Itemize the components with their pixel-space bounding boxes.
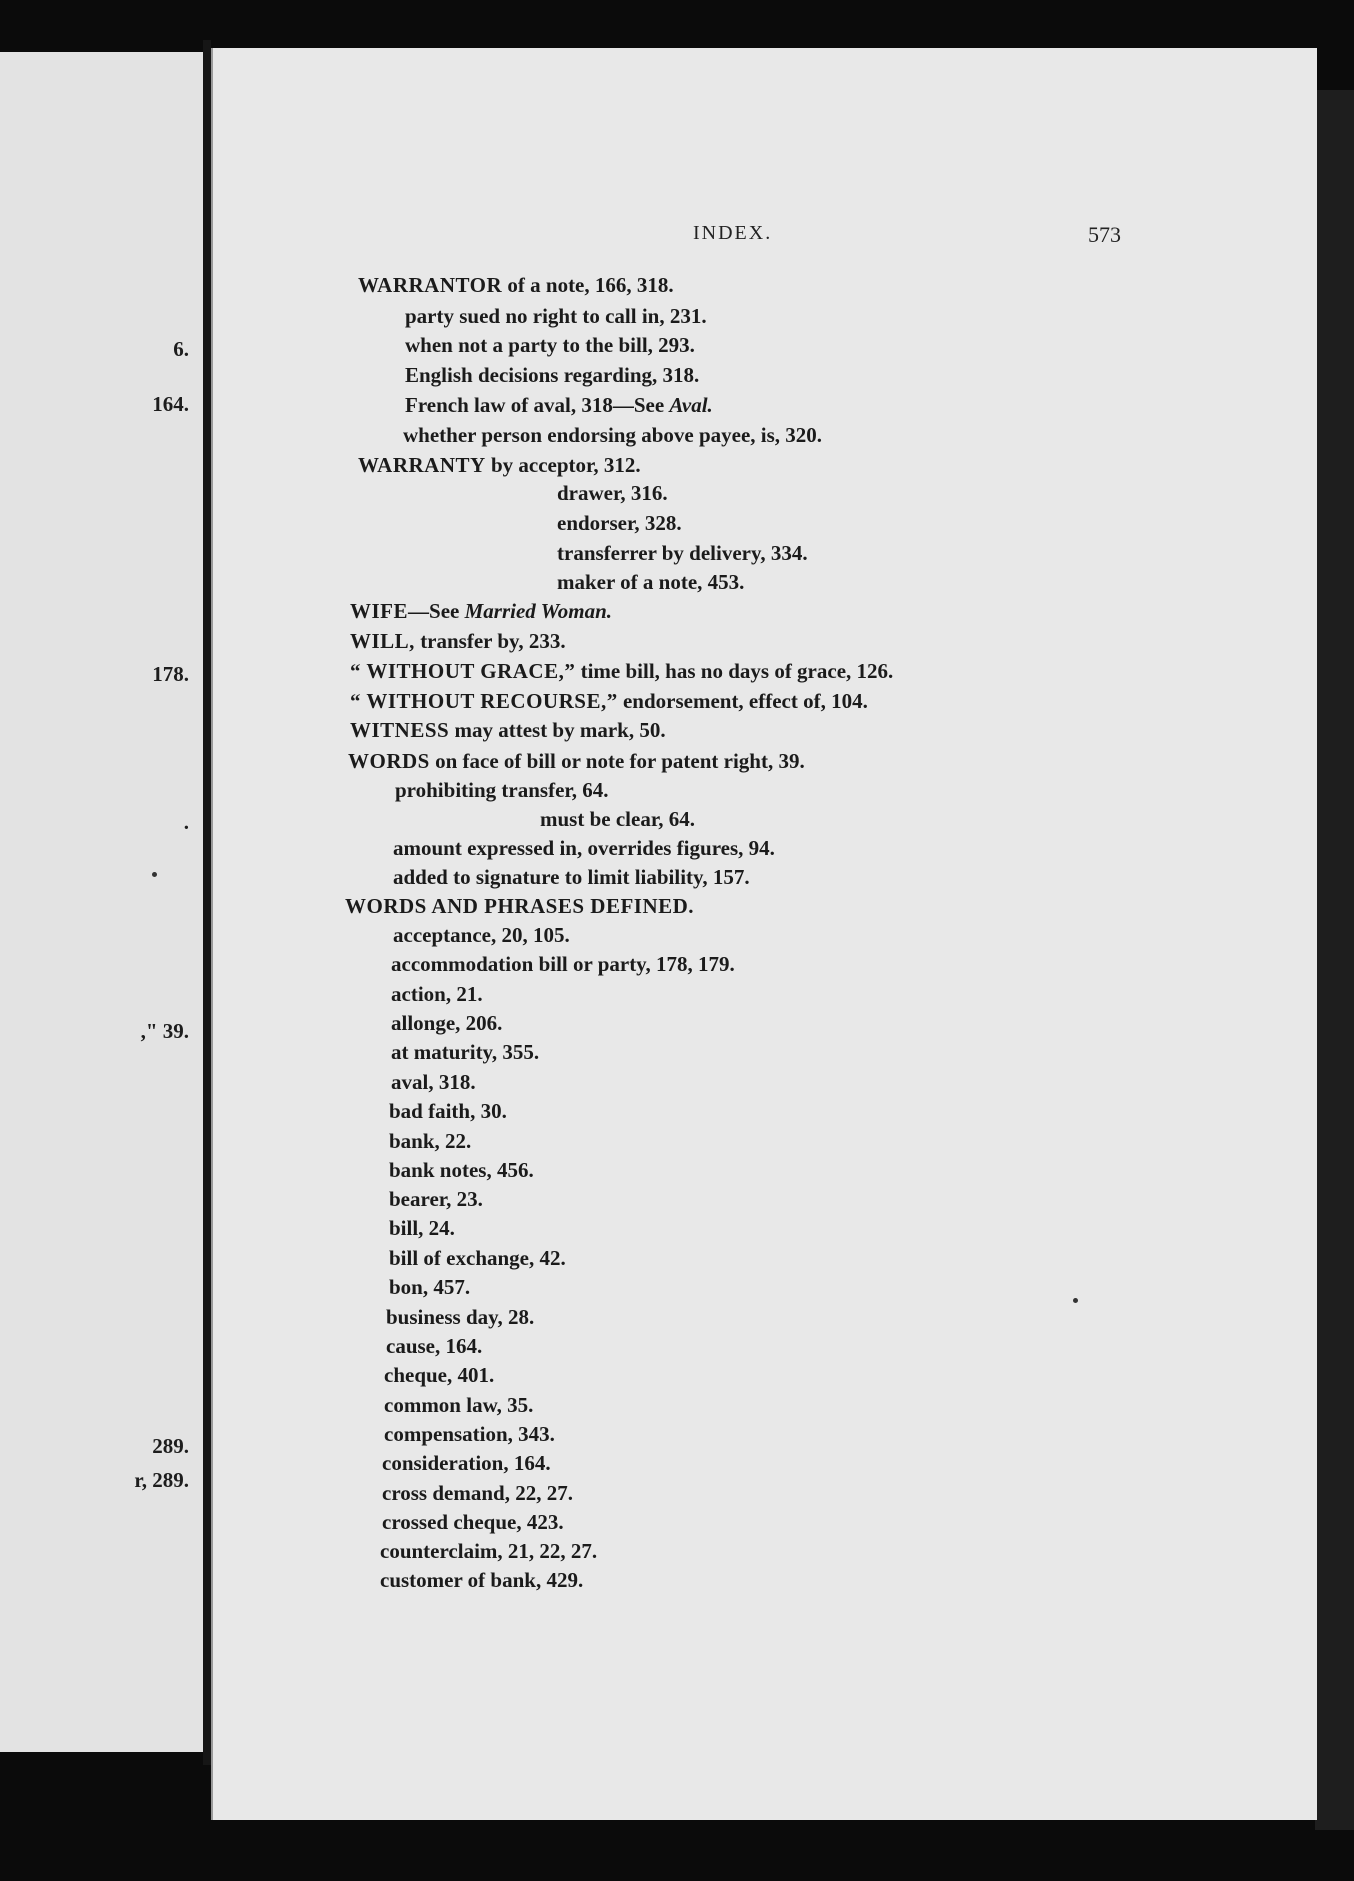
index-subentry bbox=[391, 1010, 502, 1036]
entry-text: acceptance, 20, 105. bbox=[393, 923, 570, 947]
entry-text: at maturity, 355. bbox=[391, 1040, 540, 1064]
index-subentry bbox=[393, 835, 775, 861]
right-page bbox=[211, 48, 1317, 1820]
entry-cross-reference: Aval. bbox=[669, 393, 713, 417]
index-subentry bbox=[393, 922, 570, 948]
entry-heading-word: WARRANTOR bbox=[358, 273, 503, 297]
index-subentry bbox=[405, 392, 713, 418]
left-page-fragment: 178. bbox=[152, 662, 189, 686]
index-heading-entry bbox=[350, 658, 893, 684]
entry-text: customer of bank, 429. bbox=[380, 1568, 584, 1592]
index-subentry bbox=[382, 1480, 573, 1506]
index-subentry bbox=[389, 1128, 471, 1154]
entry-heading-word: WORDS AND PHRASES DEFINED. bbox=[345, 894, 695, 918]
index-subentry bbox=[405, 303, 707, 329]
index-subentry bbox=[403, 422, 822, 448]
entry-text: bearer, 23. bbox=[389, 1187, 483, 1211]
index-subentry bbox=[540, 806, 695, 832]
entry-text: bad faith, 30. bbox=[389, 1099, 507, 1123]
book-gutter bbox=[203, 40, 211, 1765]
index-subentry bbox=[557, 480, 668, 506]
entry-text: common law, 35. bbox=[384, 1393, 534, 1417]
entry-text: bill of exchange, 42. bbox=[389, 1246, 566, 1270]
index-subentry bbox=[384, 1392, 533, 1418]
left-page-fragment: . bbox=[183, 810, 189, 834]
entry-text: transferrer by delivery, 334. bbox=[557, 541, 808, 565]
index-subentry bbox=[382, 1450, 551, 1476]
entry-text: when not a party to the bill, 293. bbox=[405, 333, 695, 357]
left-page-fragment: ," 39. bbox=[140, 1019, 189, 1043]
index-heading-entry bbox=[350, 688, 868, 714]
entry-text: maker of a note, 453. bbox=[557, 570, 745, 594]
entry-heading-word: WORDS bbox=[348, 749, 430, 773]
index-heading-entry bbox=[345, 893, 694, 919]
speck bbox=[1073, 1298, 1078, 1303]
entry-text: cause, 164. bbox=[386, 1334, 483, 1358]
entry-heading-word: WIFE bbox=[350, 599, 409, 623]
entry-text: bank, 22. bbox=[389, 1129, 472, 1153]
entry-text: prohibiting transfer, 64. bbox=[395, 778, 609, 802]
index-subentry bbox=[557, 569, 744, 595]
index-subentry bbox=[405, 362, 699, 388]
index-subentry bbox=[393, 864, 750, 890]
left-page-fragment: 6. bbox=[173, 337, 189, 361]
index-heading-entry bbox=[358, 452, 641, 478]
index-subentry bbox=[391, 1039, 539, 1065]
entry-text: added to signature to limit liability, 157. bbox=[393, 865, 750, 889]
entry-text: drawer, 316. bbox=[557, 481, 668, 505]
index-subentry bbox=[391, 981, 483, 1007]
entry-text: on face of bill or note for patent right, 39. bbox=[429, 749, 805, 773]
entry-text: English decisions regarding, 318. bbox=[405, 363, 700, 387]
entry-text: cheque, 401. bbox=[384, 1363, 495, 1387]
entry-text: aval, 318. bbox=[391, 1070, 476, 1094]
left-page-fragment: r, 289. bbox=[134, 1468, 189, 1492]
entry-text: by acceptor, 312. bbox=[485, 453, 641, 477]
entry-heading-word: WILL, bbox=[350, 629, 415, 653]
entry-heading-word: “ WITHOUT RECOURSE,” bbox=[350, 689, 618, 713]
index-subentry bbox=[395, 777, 609, 803]
entry-text: crossed cheque, 423. bbox=[382, 1510, 564, 1534]
entry-text: cross demand, 22, 27. bbox=[382, 1481, 573, 1505]
index-subentry bbox=[386, 1333, 482, 1359]
index-heading-entry bbox=[348, 748, 805, 774]
left-page-fragment: 164. bbox=[152, 392, 189, 416]
entry-text: whether person endorsing above payee, is, 320. bbox=[403, 423, 823, 447]
index-heading-entry bbox=[350, 717, 666, 743]
entry-text: business day, 28. bbox=[386, 1305, 535, 1329]
entry-text: French law of aval, 318—See bbox=[405, 393, 670, 417]
index-subentry bbox=[389, 1274, 470, 1300]
entry-text: may attest by mark, 50. bbox=[449, 718, 666, 742]
entry-text: bon, 457. bbox=[389, 1275, 471, 1299]
entry-text: must be clear, 64. bbox=[540, 807, 695, 831]
index-heading-entry bbox=[350, 598, 612, 624]
index-subentry bbox=[382, 1509, 564, 1535]
index-subentry bbox=[380, 1538, 597, 1564]
index-subentry bbox=[389, 1186, 483, 1212]
entry-text: consideration, 164. bbox=[382, 1451, 551, 1475]
speck bbox=[152, 872, 157, 877]
entry-text: endorser, 328. bbox=[557, 511, 682, 535]
entry-text: transfer by, 233. bbox=[414, 629, 566, 653]
entry-text: compensation, 343. bbox=[384, 1422, 555, 1446]
running-header-title: INDEX. bbox=[693, 222, 773, 244]
index-subentry bbox=[391, 1069, 476, 1095]
index-heading-entry bbox=[358, 272, 674, 298]
index-subentry bbox=[389, 1215, 455, 1241]
entry-text: counterclaim, 21, 22, 27. bbox=[380, 1539, 598, 1563]
index-subentry bbox=[405, 332, 695, 358]
entry-text: party sued no right to call in, 231. bbox=[405, 304, 707, 328]
index-subentry bbox=[380, 1567, 583, 1593]
entry-heading-word: “ WITHOUT GRACE,” bbox=[350, 659, 576, 683]
entry-text: bank notes, 456. bbox=[389, 1158, 534, 1182]
entry-text: bill, 24. bbox=[389, 1216, 455, 1240]
index-heading-entry bbox=[350, 628, 566, 654]
entry-cross-reference: Married Woman. bbox=[464, 599, 613, 623]
entry-text: time bill, has no days of grace, 126. bbox=[575, 659, 894, 683]
entry-text: action, 21. bbox=[391, 982, 483, 1006]
entry-text: amount expressed in, overrides figures, 94. bbox=[393, 836, 775, 860]
index-subentry bbox=[386, 1304, 534, 1330]
index-subentry bbox=[389, 1098, 507, 1124]
entry-text: endorsement, effect of, 104. bbox=[617, 689, 868, 713]
entry-heading-word: WARRANTY bbox=[358, 453, 486, 477]
index-subentry bbox=[389, 1157, 534, 1183]
index-subentry bbox=[557, 540, 808, 566]
index-subentry bbox=[391, 951, 735, 977]
index-subentry bbox=[384, 1421, 555, 1447]
entry-heading-word: WITNESS bbox=[350, 718, 450, 742]
entry-text: allonge, 206. bbox=[391, 1011, 503, 1035]
page-number: 573 bbox=[1088, 222, 1121, 247]
page-edge-shadow bbox=[1315, 90, 1354, 1830]
index-subentry bbox=[384, 1362, 494, 1388]
left-page bbox=[0, 52, 203, 1752]
entry-text: accommodation bill or party, 178, 179. bbox=[391, 952, 735, 976]
left-page-fragment: 289. bbox=[152, 1434, 189, 1458]
entry-text: —See bbox=[408, 599, 465, 623]
index-subentry bbox=[389, 1245, 566, 1271]
entry-text: of a note, 166, 318. bbox=[502, 273, 674, 297]
index-subentry bbox=[557, 510, 682, 536]
